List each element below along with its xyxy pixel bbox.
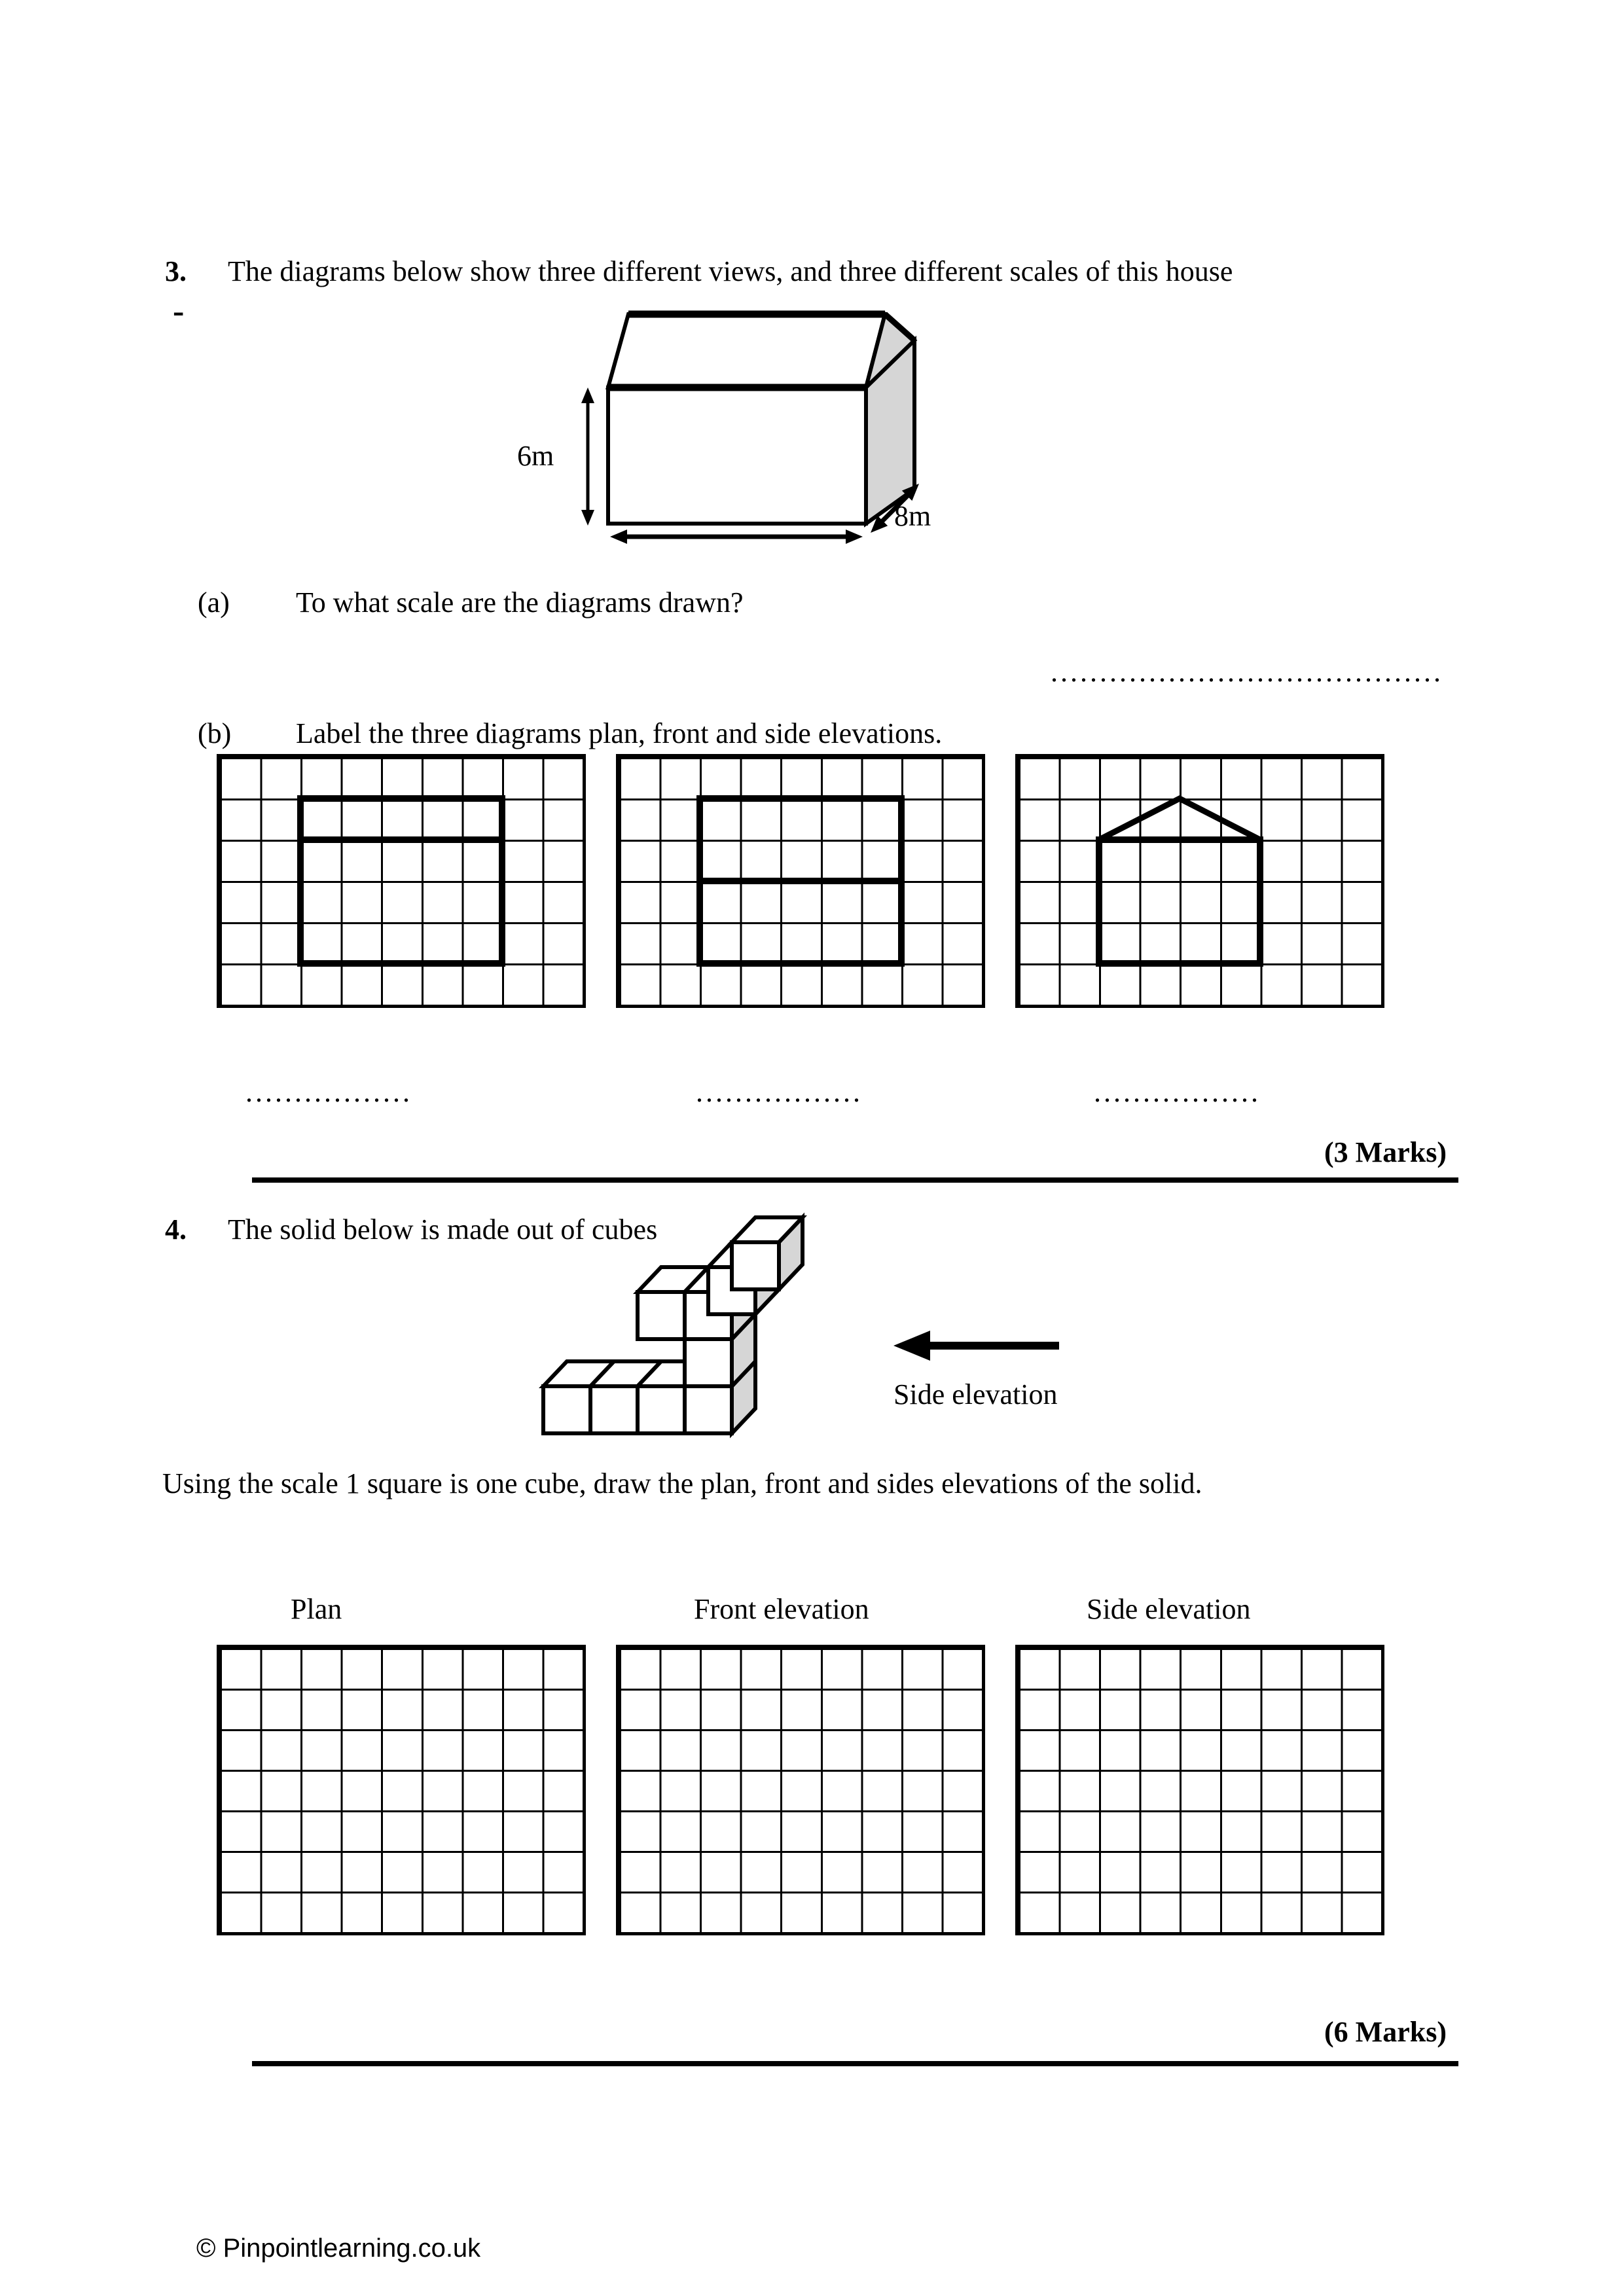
- copyright: © Pinpointlearning.co.uk: [196, 2234, 481, 2263]
- q3a-text: To what scale are the diagrams drawn?: [296, 586, 744, 619]
- section-divider-1: [252, 1177, 1458, 1183]
- height-dimension-arrow: [581, 387, 594, 526]
- q3b-answer-2: .................: [696, 1076, 863, 1108]
- q3b-text: Label the three diagrams plan, front and side elevations.: [296, 717, 943, 749]
- plan-label: Plan: [291, 1593, 342, 1625]
- q3-marks: (3 Marks): [1324, 1136, 1447, 1168]
- front-elevation-label: Front elevation: [694, 1593, 869, 1625]
- grid-shapes: [300, 798, 1260, 963]
- house-height-label: 6m: [517, 440, 554, 472]
- q3a-label: (a): [198, 586, 230, 619]
- q3-number: 3.: [165, 255, 187, 287]
- q4-number: 4.: [165, 1213, 187, 1246]
- q3-dash: -: [173, 293, 185, 330]
- side-elevation-arrow-label: Side elevation: [893, 1378, 1058, 1410]
- section-divider-2: [252, 2061, 1458, 2066]
- q4-marks: (6 Marks): [1324, 2016, 1447, 2048]
- q4-instruction: Using the scale 1 square is one cube, draw the plan, front and sides elevations of the solid.: [162, 1467, 1202, 1499]
- q3b-answer-3: .................: [1094, 1076, 1261, 1108]
- q4-text: The solid below is made out of cubes: [228, 1213, 658, 1246]
- q3b-answer-1: .................: [245, 1076, 412, 1108]
- q3-text: The diagrams below show three different views, and three different scales of this house: [228, 255, 1233, 287]
- house-diagram: [581, 314, 924, 544]
- house-depth-label: 8m: [894, 500, 931, 532]
- side-elevation-outline: [1099, 840, 1260, 963]
- left-arrow-icon: [893, 1331, 1059, 1361]
- q3a-answer-line: ........................................: [1051, 656, 1443, 688]
- side-elevation-roof: [1099, 798, 1260, 840]
- cube-solid: [543, 1217, 803, 1433]
- width-dimension-arrow: [610, 529, 863, 544]
- plan-outline: [300, 798, 502, 963]
- side-elevation-label: Side elevation: [1087, 1593, 1251, 1625]
- q3b-label: (b): [198, 717, 232, 749]
